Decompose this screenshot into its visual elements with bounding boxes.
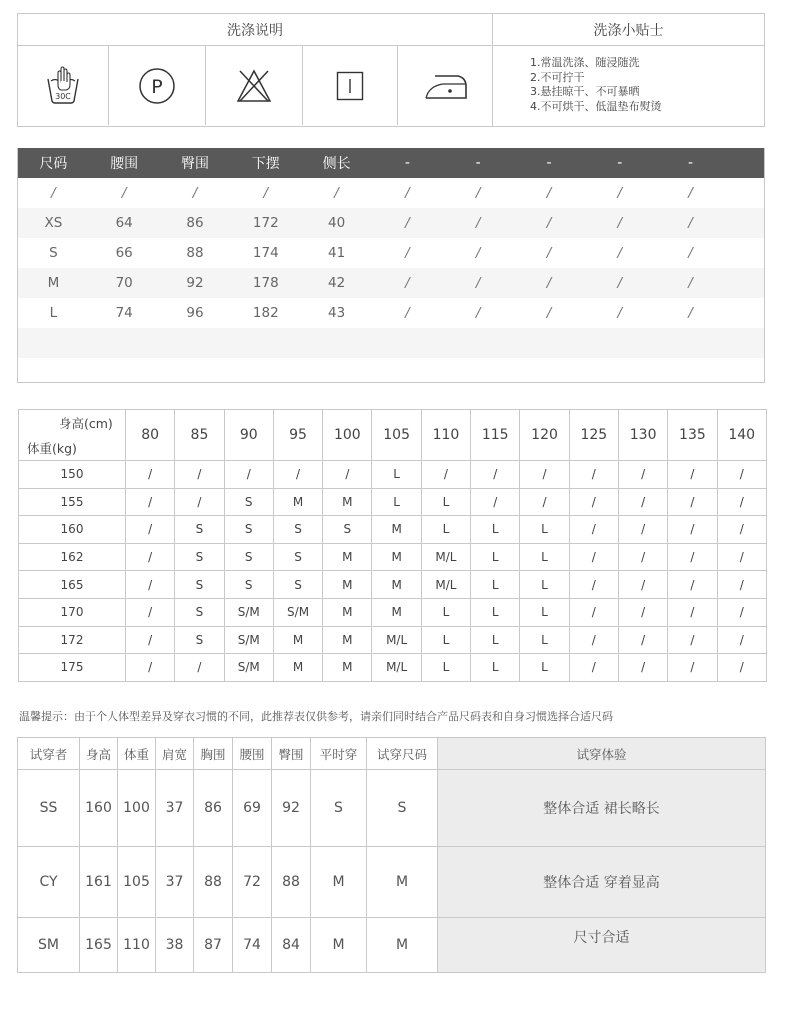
size-cell: [89, 358, 160, 388]
recommended-size-cell: S: [273, 571, 322, 599]
recommended-size-cell: M: [273, 654, 322, 682]
tester-cell: 161: [80, 847, 118, 918]
fit-feedback-cell: 整体合适 裙长略长: [438, 770, 766, 847]
size-cell: [584, 358, 655, 388]
recommended-size-cell: /: [668, 543, 717, 571]
size-cell: [230, 328, 301, 358]
recommended-size-cell: /: [126, 488, 175, 516]
tester-cell: 88: [272, 847, 311, 918]
size-cell: 64: [115, 215, 133, 231]
size-row: [18, 208, 764, 238]
recommended-size-cell: /: [618, 598, 667, 626]
recommended-size-cell: L: [520, 626, 569, 654]
recommended-size-cell: S: [224, 488, 273, 516]
height-row-label: 165: [19, 571, 126, 599]
recommended-size-cell: L: [520, 598, 569, 626]
hang-dry-icon: [303, 46, 398, 125]
recommended-size-cell: L: [471, 516, 520, 544]
recommended-size-cell: /: [668, 598, 717, 626]
dry-clean-p-icon: [109, 46, 206, 125]
size-cell: 178: [252, 275, 279, 291]
height-axis-label: 身高(cm): [59, 416, 113, 431]
weight-column-header: 135: [668, 410, 717, 461]
tester-cell: M: [367, 918, 438, 973]
care-title: 洗涤说明: [18, 14, 492, 46]
size-cell: /: [617, 185, 623, 201]
recommended-size-cell: L: [421, 654, 470, 682]
care-instructions: [18, 14, 493, 126]
size-cell: /: [546, 185, 552, 201]
size-cell: [514, 358, 585, 388]
size-row: [18, 328, 764, 358]
size-cell: /: [546, 215, 552, 231]
size-cell: [18, 328, 89, 358]
recommended-size-cell: L: [471, 626, 520, 654]
tester-cell: S: [311, 770, 367, 847]
size-cell: [655, 328, 726, 358]
recommended-size-cell: L: [471, 598, 520, 626]
recommended-size-cell: /: [717, 516, 766, 544]
recommended-size-cell: /: [126, 571, 175, 599]
care-tip: 2.不可拧干: [530, 70, 585, 84]
size-header-cell: 下摆: [251, 156, 280, 172]
tester-cell: M: [367, 847, 438, 918]
rec-row: [19, 516, 767, 544]
recommended-size-cell: /: [569, 571, 618, 599]
size-cell: /: [405, 245, 410, 261]
tester-row: [18, 770, 766, 847]
care-tip: 4.不可烘干、低温垫布熨烫: [530, 99, 662, 113]
recommended-size-cell: /: [126, 654, 175, 682]
recommended-size-cell: S/M: [273, 598, 322, 626]
recommended-size-cell: M/L: [372, 626, 421, 654]
recommended-size-cell: /: [618, 543, 667, 571]
rec-row: [19, 571, 767, 599]
recommended-size-cell: L: [520, 571, 569, 599]
recommended-size-cell: /: [618, 516, 667, 544]
size-cell: 92: [186, 275, 204, 291]
recommended-size-cell: S: [175, 543, 224, 571]
recommended-size-cell: /: [569, 598, 618, 626]
size-cell: [655, 358, 726, 388]
size-cell: [230, 358, 301, 388]
recommended-size-cell: S: [323, 516, 372, 544]
size-cell: 43: [327, 305, 346, 321]
size-cell: /: [546, 245, 552, 261]
size-cell: 41: [327, 245, 346, 261]
recommended-size-cell: /: [126, 516, 175, 544]
rec-row: [19, 626, 767, 654]
recommended-size-cell: M: [323, 654, 372, 682]
recommended-size-cell: M: [372, 598, 421, 626]
fit-feedback-cell: 尺寸合适: [438, 918, 766, 973]
size-cell: S: [49, 245, 58, 261]
size-cell: /: [405, 185, 410, 201]
tester-cell: 105: [118, 847, 156, 918]
try-header-cell: 试穿尺码: [367, 738, 438, 770]
care-tips-list: [493, 46, 764, 114]
size-header-cell: 腰围: [110, 156, 139, 172]
size-cell: 96: [186, 305, 204, 321]
size-cell: 40: [327, 215, 346, 231]
size-header-cell: -: [688, 155, 694, 171]
recommended-size-cell: L: [372, 488, 421, 516]
recommended-size-cell: S/M: [224, 626, 273, 654]
recommended-size-cell: M: [372, 543, 421, 571]
recommended-size-cell: /: [717, 461, 766, 489]
tester-cell: M: [311, 918, 367, 973]
size-header-cell: -: [475, 155, 481, 171]
tester-cell: S: [367, 770, 438, 847]
recommended-size-cell: M: [323, 571, 372, 599]
tester-row: [18, 918, 766, 973]
weight-column-header: 105: [372, 410, 421, 461]
recommended-size-cell: L: [520, 543, 569, 571]
recommended-size-cell: M: [323, 488, 372, 516]
recommended-size-cell: /: [618, 488, 667, 516]
size-cell: /: [546, 305, 552, 321]
size-cell: [160, 328, 231, 358]
tester-cell: SM: [18, 918, 80, 973]
try-header-cell: 平时穿: [311, 738, 367, 770]
height-row-label: 150: [19, 461, 126, 489]
tester-cell: 69: [233, 770, 272, 847]
weight-column-header: 120: [520, 410, 569, 461]
try-header-cell: 肩宽: [156, 738, 194, 770]
tester-cell: 74: [233, 918, 272, 973]
recommended-size-cell: /: [273, 461, 322, 489]
recommended-size-cell: M: [372, 516, 421, 544]
height-row-label: 155: [19, 488, 126, 516]
svg-text:30C: 30C: [55, 91, 71, 101]
recommended-size-cell: /: [717, 543, 766, 571]
size-cell: /: [617, 215, 623, 231]
rec-row: [19, 461, 767, 489]
recommended-size-cell: /: [126, 626, 175, 654]
size-cell: /: [688, 215, 693, 231]
recommended-size-cell: L: [471, 571, 520, 599]
size-cell: /: [405, 305, 410, 321]
try-on-table: [17, 737, 766, 973]
rec-header-row: [19, 410, 767, 461]
size-cell: /: [192, 185, 198, 201]
size-row: [18, 298, 764, 328]
size-header-cell: 尺码: [39, 156, 68, 172]
try-header-row: [18, 738, 766, 770]
tester-cell: 88: [194, 847, 233, 918]
size-cell: /: [617, 275, 623, 291]
recommended-size-cell: /: [618, 461, 667, 489]
size-cell: /: [688, 305, 693, 321]
tester-cell: 160: [80, 770, 118, 847]
recommended-size-cell: S: [224, 543, 273, 571]
recommended-size-cell: L: [421, 626, 470, 654]
recommended-size-cell: M: [323, 598, 372, 626]
recommended-size-cell: /: [668, 461, 717, 489]
weight-column-header: 130: [618, 410, 667, 461]
tester-cell: 37: [156, 770, 194, 847]
size-header-cell: -: [404, 155, 410, 171]
rec-row: [19, 543, 767, 571]
recommended-size-cell: /: [323, 461, 372, 489]
tester-cell: CY: [18, 847, 80, 918]
tester-cell: 110: [118, 918, 156, 973]
size-cell: 42: [327, 275, 346, 291]
recommended-size-cell: M: [323, 543, 372, 571]
size-cell: /: [51, 185, 56, 201]
recommended-size-cell: /: [717, 598, 766, 626]
size-header-cell: -: [617, 155, 623, 171]
size-cell: [160, 358, 231, 388]
size-cell: /: [405, 275, 410, 291]
size-cell: M: [47, 275, 60, 291]
recommended-size-cell: /: [569, 543, 618, 571]
recommended-size-cell: /: [126, 598, 175, 626]
size-row: [18, 358, 764, 388]
recommended-size-cell: /: [569, 488, 618, 516]
size-cell: /: [121, 185, 127, 201]
care-section: [17, 13, 765, 127]
recommended-size-cell: /: [668, 516, 717, 544]
size-cell: [301, 358, 372, 388]
height-row-label: 170: [19, 598, 126, 626]
recommended-size-cell: M/L: [421, 571, 470, 599]
rec-corner-cell: [19, 410, 126, 461]
recommended-size-cell: /: [717, 488, 766, 516]
size-header-cell: 臀围: [180, 156, 209, 172]
recommended-size-cell: S: [273, 516, 322, 544]
rec-row: [19, 488, 767, 516]
recommended-size-cell: /: [569, 516, 618, 544]
recommended-size-cell: /: [668, 571, 717, 599]
size-table-body: [18, 178, 764, 388]
svg-text:P: P: [151, 75, 163, 98]
size-cell: /: [334, 185, 339, 201]
height-row-label: 172: [19, 626, 126, 654]
recommended-size-cell: M: [323, 626, 372, 654]
recommended-size-cell: S: [175, 571, 224, 599]
weight-column-header: 80: [126, 410, 175, 461]
recommended-size-cell: M: [273, 488, 322, 516]
height-row-label: 160: [19, 516, 126, 544]
recommended-size-cell: /: [175, 461, 224, 489]
recommended-size-cell: L: [471, 543, 520, 571]
hand-wash-30c-icon: [18, 46, 109, 125]
iron-low-icon: [398, 46, 493, 125]
size-cell: [443, 358, 514, 388]
recommended-size-cell: L: [372, 461, 421, 489]
try-header-cell: 试穿体验: [438, 738, 766, 770]
tester-cell: 165: [80, 918, 118, 973]
size-cell: 86: [186, 215, 204, 231]
recommended-size-cell: S: [224, 516, 273, 544]
try-header-cell: 胸围: [194, 738, 233, 770]
rec-row: [19, 598, 767, 626]
fit-feedback-cell: 整体合适 穿着显高: [438, 847, 766, 918]
recommended-size-cell: M/L: [372, 654, 421, 682]
tester-cell: 37: [156, 847, 194, 918]
size-cell: [372, 328, 443, 358]
size-cell: 174: [252, 245, 279, 261]
weight-axis-label: 体重(kg): [27, 441, 77, 456]
size-cell: 88: [186, 245, 204, 261]
recommended-size-cell: /: [717, 571, 766, 599]
recommended-size-cell: /: [126, 461, 175, 489]
tip-note: 温馨提示：由于个人体型差异及穿衣习惯的不同，此推荐表仅供参考，请亲们同时结合产品尺码表和自身习惯选择合适尺码: [19, 710, 613, 723]
size-cell: [584, 328, 655, 358]
size-cell: 66: [115, 245, 133, 261]
tester-cell: M: [311, 847, 367, 918]
tester-cell: 38: [156, 918, 194, 973]
recommended-size-cell: L: [520, 516, 569, 544]
try-header-cell: 腰围: [233, 738, 272, 770]
tester-cell: SS: [18, 770, 80, 847]
size-cell: /: [475, 305, 481, 321]
recommended-size-cell: S: [273, 543, 322, 571]
try-header-cell: 体重: [118, 738, 156, 770]
size-cell: XS: [44, 215, 63, 231]
tester-cell: 86: [194, 770, 233, 847]
recommended-size-cell: L: [421, 488, 470, 516]
weight-column-header: 90: [224, 410, 273, 461]
recommended-size-cell: /: [717, 654, 766, 682]
recommended-size-cell: L: [471, 654, 520, 682]
size-cell: /: [475, 215, 481, 231]
size-cell: /: [688, 185, 693, 201]
recommended-size-cell: /: [618, 626, 667, 654]
recommended-size-cell: /: [668, 626, 717, 654]
recommended-size-cell: /: [520, 461, 569, 489]
size-cell: /: [617, 245, 623, 261]
recommended-size-cell: S: [175, 598, 224, 626]
size-table-header: [18, 148, 764, 178]
recommended-size-cell: M: [273, 626, 322, 654]
rec-row: [19, 654, 767, 682]
care-tip: 3.悬挂晾干、不可暴晒: [530, 85, 640, 98]
size-cell: [301, 328, 372, 358]
try-header-cell: 身高: [80, 738, 118, 770]
recommended-size-cell: L: [421, 598, 470, 626]
care-tips: [493, 14, 764, 126]
size-cell: /: [263, 185, 269, 201]
size-cell: 172: [252, 215, 279, 231]
size-row: [18, 238, 764, 268]
size-cell: /: [475, 275, 481, 291]
care-tip: 1.常温洗涤、随浸随洗: [530, 56, 640, 69]
size-cell: 74: [115, 305, 133, 321]
recommended-size-cell: M: [372, 571, 421, 599]
size-cell: /: [405, 215, 410, 231]
recommended-size-cell: /: [668, 654, 717, 682]
recommended-size-cell: /: [471, 461, 520, 489]
size-cell: /: [617, 305, 623, 321]
size-cell: /: [475, 245, 481, 261]
recommended-size-cell: /: [224, 461, 273, 489]
size-cell: [18, 358, 89, 388]
size-cell: /: [475, 185, 481, 201]
size-recommendation-table: [18, 409, 767, 682]
recommended-size-cell: /: [421, 461, 470, 489]
recommended-size-cell: L: [421, 516, 470, 544]
recommended-size-cell: /: [668, 488, 717, 516]
recommended-size-cell: S: [175, 626, 224, 654]
weight-column-header: 95: [273, 410, 322, 461]
size-cell: /: [688, 275, 693, 291]
weight-column-header: 100: [323, 410, 372, 461]
recommended-size-cell: /: [717, 626, 766, 654]
height-row-label: 175: [19, 654, 126, 682]
weight-column-header: 140: [717, 410, 766, 461]
recommended-size-cell: /: [569, 654, 618, 682]
size-header-cell: -: [546, 155, 552, 171]
recommended-size-cell: S: [224, 571, 273, 599]
weight-column-header: 115: [471, 410, 520, 461]
size-cell: [89, 328, 160, 358]
do-not-bleach-icon: [206, 46, 303, 125]
recommended-size-cell: M/L: [421, 543, 470, 571]
tester-row: [18, 847, 766, 918]
recommended-size-cell: /: [520, 488, 569, 516]
size-cell: [372, 358, 443, 388]
recommended-size-cell: /: [569, 626, 618, 654]
size-cell: [443, 328, 514, 358]
size-row: [18, 178, 764, 208]
size-row: [18, 268, 764, 298]
size-cell: 182: [252, 305, 279, 321]
size-cell: [514, 328, 585, 358]
size-cell: /: [546, 275, 552, 291]
size-cell: 70: [115, 275, 133, 291]
try-header-cell: 试穿者: [18, 738, 80, 770]
recommended-size-cell: /: [569, 461, 618, 489]
size-table: [17, 148, 765, 383]
care-tips-title: 洗涤小贴士: [493, 14, 764, 46]
recommended-size-cell: /: [618, 654, 667, 682]
recommended-size-cell: /: [175, 654, 224, 682]
tester-cell: 84: [272, 918, 311, 973]
tester-cell: 87: [194, 918, 233, 973]
try-header-cell: 臀围: [272, 738, 311, 770]
tester-cell: 92: [272, 770, 311, 847]
recommended-size-cell: /: [126, 543, 175, 571]
recommended-size-cell: S: [175, 516, 224, 544]
recommended-size-cell: /: [471, 488, 520, 516]
height-row-label: 162: [19, 543, 126, 571]
recommended-size-cell: S/M: [224, 654, 273, 682]
recommended-size-cell: L: [520, 654, 569, 682]
weight-column-header: 125: [569, 410, 618, 461]
size-header-cell: 侧长: [322, 156, 351, 172]
recommended-size-cell: S/M: [224, 598, 273, 626]
recommended-size-cell: /: [175, 488, 224, 516]
weight-column-header: 110: [421, 410, 470, 461]
size-cell: /: [688, 245, 693, 261]
size-cell: L: [49, 305, 58, 321]
tester-cell: 100: [118, 770, 156, 847]
care-icons: [18, 46, 492, 125]
weight-column-header: 85: [175, 410, 224, 461]
tester-cell: 72: [233, 847, 272, 918]
recommended-size-cell: /: [618, 571, 667, 599]
